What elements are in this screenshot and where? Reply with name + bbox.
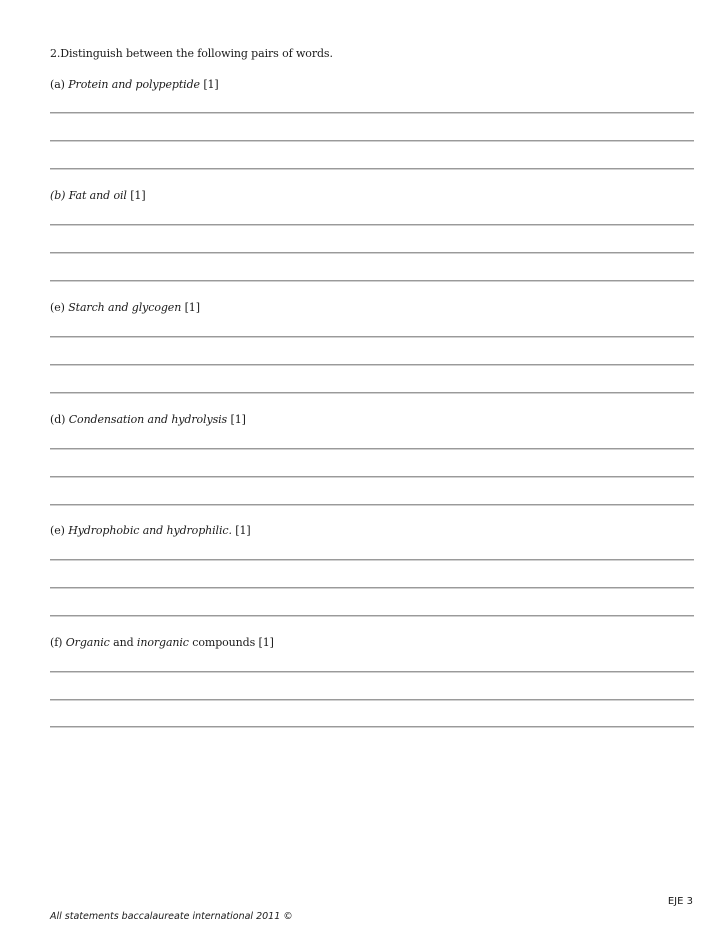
part-c-terms: Starch and glycogen <box>68 301 182 314</box>
answer-line[interactable] <box>50 559 694 561</box>
part-f-letter: (f) <box>50 636 63 649</box>
part-e-letter: (e) <box>50 524 65 537</box>
answer-line[interactable] <box>50 476 694 478</box>
answer-line[interactable] <box>50 726 694 728</box>
answer-line[interactable] <box>50 252 694 254</box>
part-c-label <box>50 301 200 314</box>
answer-line[interactable] <box>50 392 694 394</box>
answer-line[interactable] <box>50 364 694 366</box>
part-a-terms: Protein and polypeptide <box>68 78 200 91</box>
part-a-letter: (a) <box>50 78 65 91</box>
part-e-terms: Hydrophobic and hydrophilic. <box>68 524 232 537</box>
part-f-suffix: compounds [1] <box>192 636 274 649</box>
answer-line[interactable] <box>50 224 694 226</box>
part-a-marks: [1] <box>203 78 219 91</box>
part-d-letter: (d) <box>50 413 66 426</box>
answer-line[interactable] <box>50 587 694 589</box>
page-code: EJE 3 <box>667 896 693 907</box>
part-d-terms: Condensation and hydrolysis <box>68 413 228 426</box>
answer-line[interactable] <box>50 112 694 114</box>
part-e-label <box>50 524 251 537</box>
answer-line[interactable] <box>50 671 694 673</box>
part-b-label <box>50 189 146 202</box>
answer-line[interactable] <box>50 699 694 701</box>
part-c-marks: [1] <box>184 301 200 314</box>
part-f-term-b: inorganic <box>136 636 189 649</box>
answer-line[interactable] <box>50 448 694 450</box>
part-d-label <box>50 413 246 426</box>
part-d-marks: [1] <box>230 413 246 426</box>
part-b-marks: [1] <box>130 189 146 202</box>
part-a-label <box>50 78 219 91</box>
answer-line[interactable] <box>50 615 694 617</box>
part-f-term-a: Organic <box>65 636 110 649</box>
part-f-connector: and <box>113 636 134 649</box>
copyright-footer: All statements baccalaureate international 2011 © <box>50 911 293 922</box>
answer-line[interactable] <box>50 280 694 282</box>
answer-line[interactable] <box>50 504 694 506</box>
part-c-letter: (e) <box>50 301 65 314</box>
question-title: 2.Distinguish between the following pairs of words. <box>50 47 333 60</box>
part-e-marks: [1] <box>235 524 251 537</box>
part-b-terms: (b) Fat and oil <box>50 189 127 202</box>
answer-line[interactable] <box>50 336 694 338</box>
answer-line[interactable] <box>50 140 694 142</box>
answer-line[interactable] <box>50 168 694 170</box>
part-f-label <box>50 636 274 649</box>
